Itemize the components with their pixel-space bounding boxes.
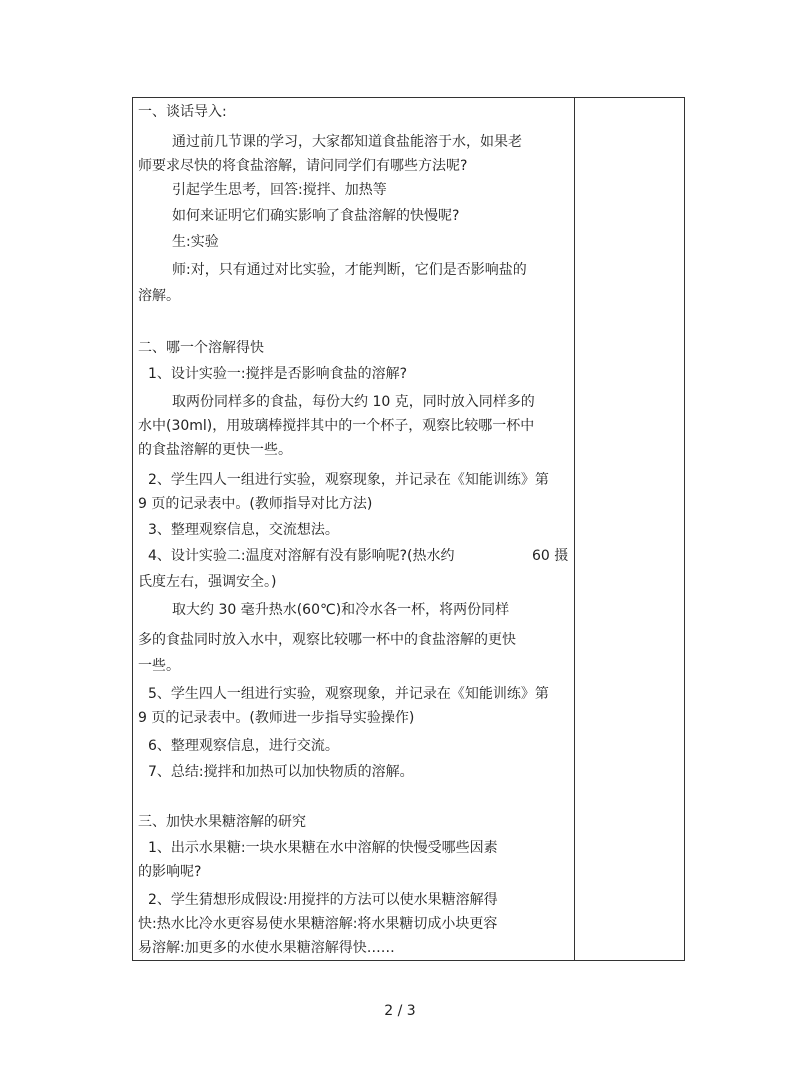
section-3-title: 三、加快水果糖溶解的研究 — [138, 814, 306, 830]
column-divider — [574, 97, 575, 961]
paragraph: 氏度左右，强调安全。) — [138, 574, 277, 590]
list-item: 3、整理观察信息，交流想法。 — [148, 522, 339, 538]
list-item: 7、总结:搅拌和加热可以加快物质的溶解。 — [148, 764, 414, 780]
list-item: 6、整理观察信息，进行交流。 — [148, 738, 339, 754]
list-item: 2、学生四人一组进行实验，观察现象，并记录在《知能训练》第 — [148, 472, 549, 488]
paragraph: 通过前几节课的学习，大家都知道食盐能溶于水，如果老 — [172, 134, 522, 150]
paragraph: 易溶解:加更多的水使水果糖溶解得快…… — [138, 940, 395, 956]
paragraph: 快:热水比冷水更容易使水果糖溶解:将水果糖切成小块更容 — [138, 916, 498, 932]
list-item: 4、设计实验二:温度对溶解有没有影响呢?(热水约 — [148, 548, 455, 564]
paragraph: 师要求尽快的将食盐溶解，请问同学们有哪些方法呢? — [138, 158, 468, 174]
section-2-title: 二、哪一个溶解得快 — [138, 340, 264, 356]
paragraph: 一些。 — [138, 658, 180, 674]
section-1-title: 一、谈话导入: — [138, 104, 227, 120]
paragraph: 引起学生思考，回答:搅拌、加热等 — [172, 182, 387, 198]
paragraph: 9 页的记录表中。(教师进一步指导实验操作) — [138, 710, 415, 726]
paragraph: 师:对，只有通过对比实验，才能判断，它们是否影响盐的 — [172, 262, 527, 278]
list-item: 1、出示水果糖:一块水果糖在水中溶解的快慢受哪些因素 — [148, 840, 498, 856]
paragraph: 的影响呢? — [138, 864, 202, 880]
paragraph: 的食盐溶解的更快一些。 — [138, 442, 292, 458]
page-number: 2 / 3 — [384, 1003, 416, 1019]
list-item: 1、设计实验一:搅拌是否影响食盐的溶解? — [148, 366, 408, 382]
paragraph: 取大约 30 毫升热水(60℃)和冷水各一杯，将两份同样 — [172, 602, 510, 618]
paragraph: 取两份同样多的食盐，每份大约 10 克，同时放入同样多的 — [172, 394, 535, 410]
paragraph: 如何来证明它们确实影响了食盐溶解的快慢呢? — [172, 208, 460, 224]
paragraph: 9 页的记录表中。(教师指导对比方法) — [138, 496, 373, 512]
list-item: 5、学生四人一组进行实验，观察现象，并记录在《知能训练》第 — [148, 686, 549, 702]
paragraph: 水中(30ml)，用玻璃棒搅拌其中的一个杯子，观察比较哪一杯中 — [138, 418, 535, 434]
paragraph: 多的食盐同时放入水中，观察比较哪一杯中的食盐溶解的更快 — [138, 632, 516, 648]
paragraph: 溶解。 — [138, 288, 180, 304]
list-item: 2、学生猜想形成假设:用搅拌的方法可以使水果糖溶解得 — [148, 892, 498, 908]
paragraph: 60 摄 — [532, 548, 569, 564]
paragraph: 生:实验 — [172, 234, 219, 250]
